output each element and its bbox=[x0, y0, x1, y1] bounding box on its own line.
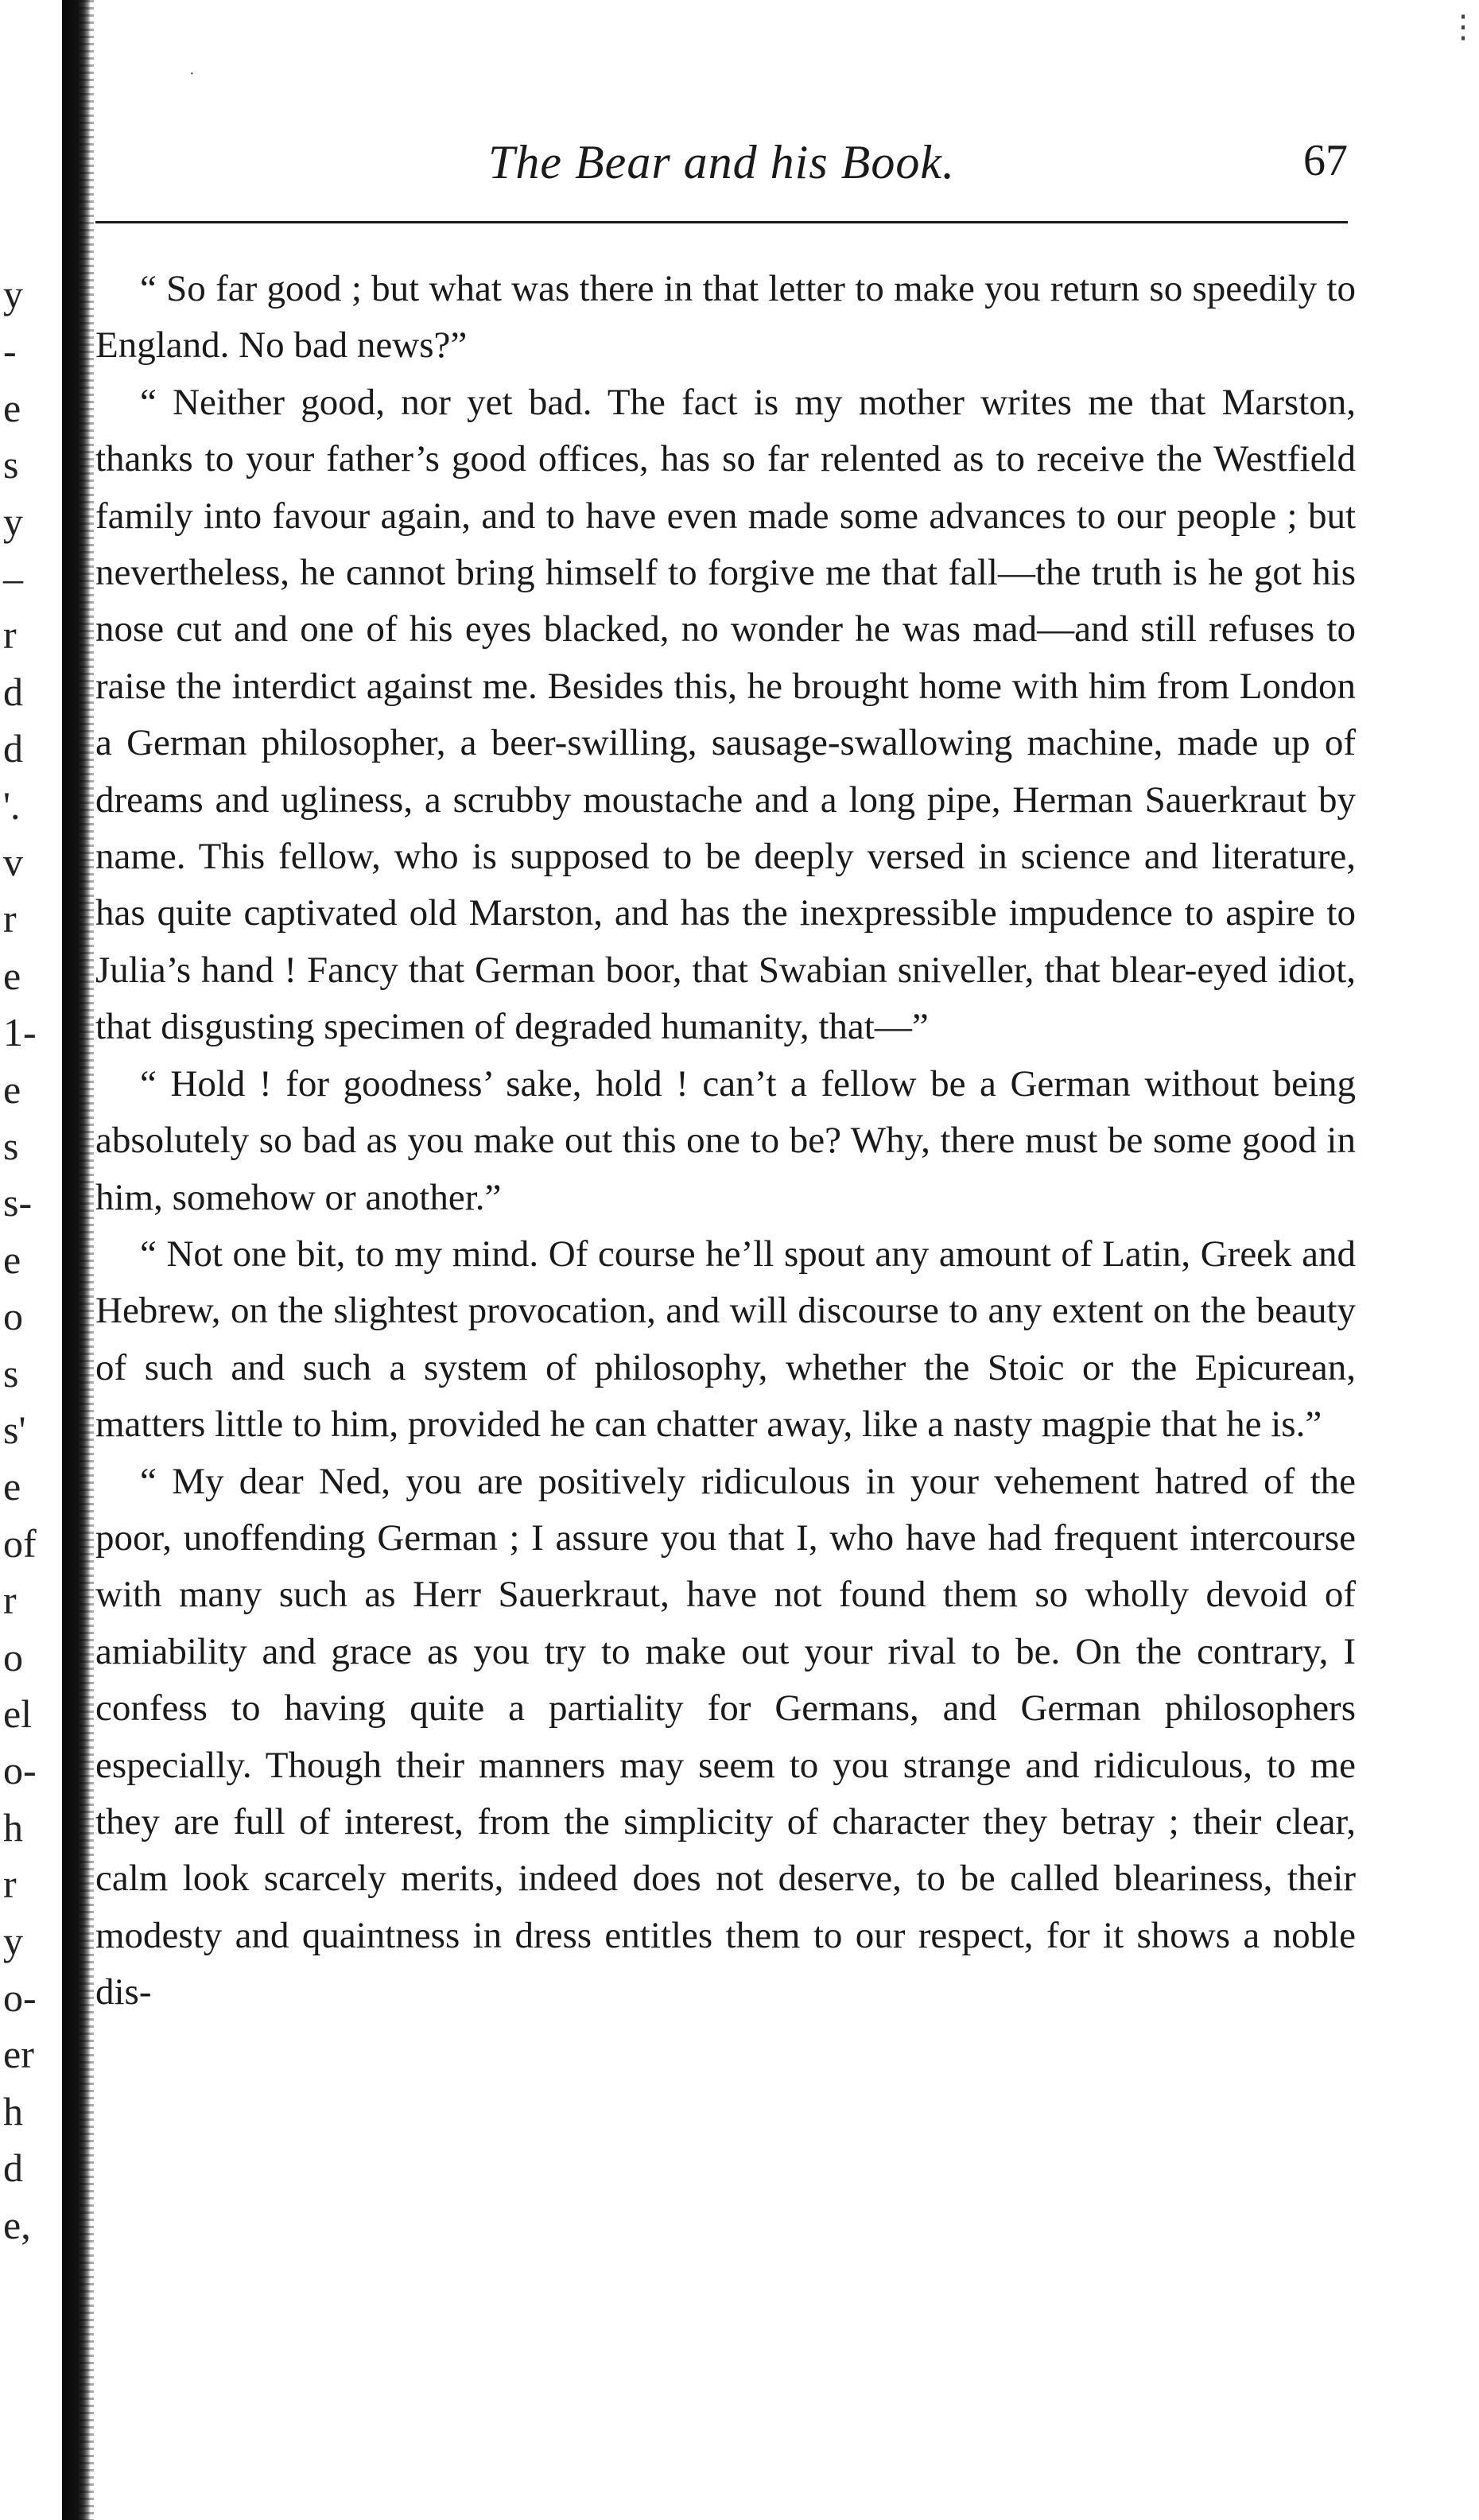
facing-page-fragment: el bbox=[3, 1691, 33, 1736]
facing-page-fragment: v bbox=[3, 840, 23, 884]
facing-page-margin bbox=[0, 0, 48, 2520]
paragraph: “ Hold ! for goodness’ sake, hold ! can’t a fellow be a German without being absolutely so bad as you make out this one to be? Why, there must be some good in him, somehow or another.” bbox=[95, 1062, 1356, 1218]
stray-mark: · bbox=[189, 65, 195, 83]
facing-page-fragment: y bbox=[3, 1919, 23, 1963]
facing-page-fragment: e, bbox=[3, 2203, 31, 2247]
facing-page-fragment: er bbox=[3, 2032, 34, 2076]
facing-page-fragment: y bbox=[3, 272, 23, 316]
paragraph: “ Not one bit, to my mind. Of course he’ll spout any amount of Latin, Greek and Hebrew, on the slightest provocation, and will discourse to any extent on the beauty of such and such a system of philosophy, whether the Stoic or the Epicurean, matters little to him, provided he can chatter away, like a nasty magpie that he is.” bbox=[95, 1233, 1356, 1446]
facing-page-fragment: r bbox=[3, 612, 17, 657]
running-head bbox=[95, 135, 1348, 191]
running-title: The Bear and his Book. bbox=[488, 136, 955, 188]
facing-page-fragment: h bbox=[3, 1805, 23, 1850]
header-rule bbox=[95, 221, 1348, 223]
page-number: 67 bbox=[1303, 136, 1348, 185]
facing-page-fragment: r bbox=[3, 1578, 17, 1622]
facing-page-fragment: e bbox=[3, 1464, 21, 1509]
facing-page-fragment: - bbox=[3, 328, 17, 373]
facing-page-fragment: s bbox=[3, 1124, 19, 1168]
paragraph: “ Neither good, nor yet bad. The fact is my mother writes me that Marston, thanks to your father’s good offices, has so far relented as to receive the Westfield family into favour again, and to have even made some advances to our people ; but nevertheless, he cannot bring himself to forgive me that fall—the truth is he got his nose cut and one of his eyes blacked, no wonder he was mad—and still refuses to raise the interdict against me. Besides this, he brought home with him from London a German philosopher, a beer-swilling, sausage-swallowing machine, made up of dreams and ugliness, a scrubby moustache and a long pipe, Herman Sauerkraut by name. This fellow, who is supposed to be deeply versed in science and literature, has quite captivated old Marston, and has the inexpressible impudence to aspire to Julia’s hand ! Fancy that German boor, that Swabian sniveller, that blear-eyed idiot, that disgusting specimen of degraded humanity, that—” bbox=[95, 381, 1356, 1048]
paragraph: “ So far good ; but what was there in that letter to make you return so speedily to England. No bad news?” bbox=[95, 268, 1356, 367]
facing-page-fragment: d bbox=[3, 2145, 23, 2190]
facing-page-fragment: e bbox=[3, 1237, 21, 1282]
facing-page-fragment: s bbox=[3, 442, 19, 487]
facing-page-fragment: s- bbox=[3, 1180, 33, 1225]
paragraph: “ My dear Ned, you are positively ridiculous in your vehement hatred of the poor, unoffending German ; I assure you that I, who have had frequent intercourse with many such as Herr Sauerkraut, have not found them so wholly devoid of amiability and grace as you try to make out your rival to be. On the contrary, I confess to having quite a partiality for Germans, and German philosophers especially. Though their manners may seem to you strange and ridiculous, to me they are full of interest, from the simplicity of character they betray ; their clear, calm look scarcely merits, indeed does not deserve, to be called bleariness, their modesty and quaintness in dress entitles them to our respect, for it shows a noble dis- bbox=[95, 1460, 1356, 2013]
facing-page-fragment: o- bbox=[3, 1975, 37, 2020]
body-text bbox=[95, 261, 1356, 2021]
stray-mark: ⋮ bbox=[1447, 9, 1479, 45]
facing-page-fragment: s bbox=[3, 1351, 19, 1396]
facing-page-fragment: e bbox=[3, 1067, 21, 1112]
facing-page-fragment: e bbox=[3, 386, 21, 430]
facing-page-fragment: o- bbox=[3, 1748, 37, 1792]
facing-page-fragment: r bbox=[3, 1862, 17, 1906]
facing-page-fragment: d bbox=[3, 726, 23, 771]
facing-page-fragment: '. bbox=[3, 783, 21, 828]
facing-page-fragment: – bbox=[3, 556, 23, 600]
facing-page-fragment: s' bbox=[3, 1408, 26, 1452]
facing-page-fragment: y bbox=[3, 499, 23, 544]
facing-page-fragment: h bbox=[3, 2089, 23, 2134]
facing-page-fragment: d bbox=[3, 670, 23, 714]
facing-page-fragment: r bbox=[3, 896, 17, 941]
facing-page-fragment: of bbox=[3, 1521, 37, 1566]
facing-page-fragment: o bbox=[3, 1635, 23, 1679]
facing-page-fragment: e bbox=[3, 953, 21, 998]
facing-page-fragment: o bbox=[3, 1294, 23, 1338]
facing-page-fragment: 1- bbox=[3, 1010, 37, 1054]
gutter-speckle bbox=[80, 0, 94, 2520]
